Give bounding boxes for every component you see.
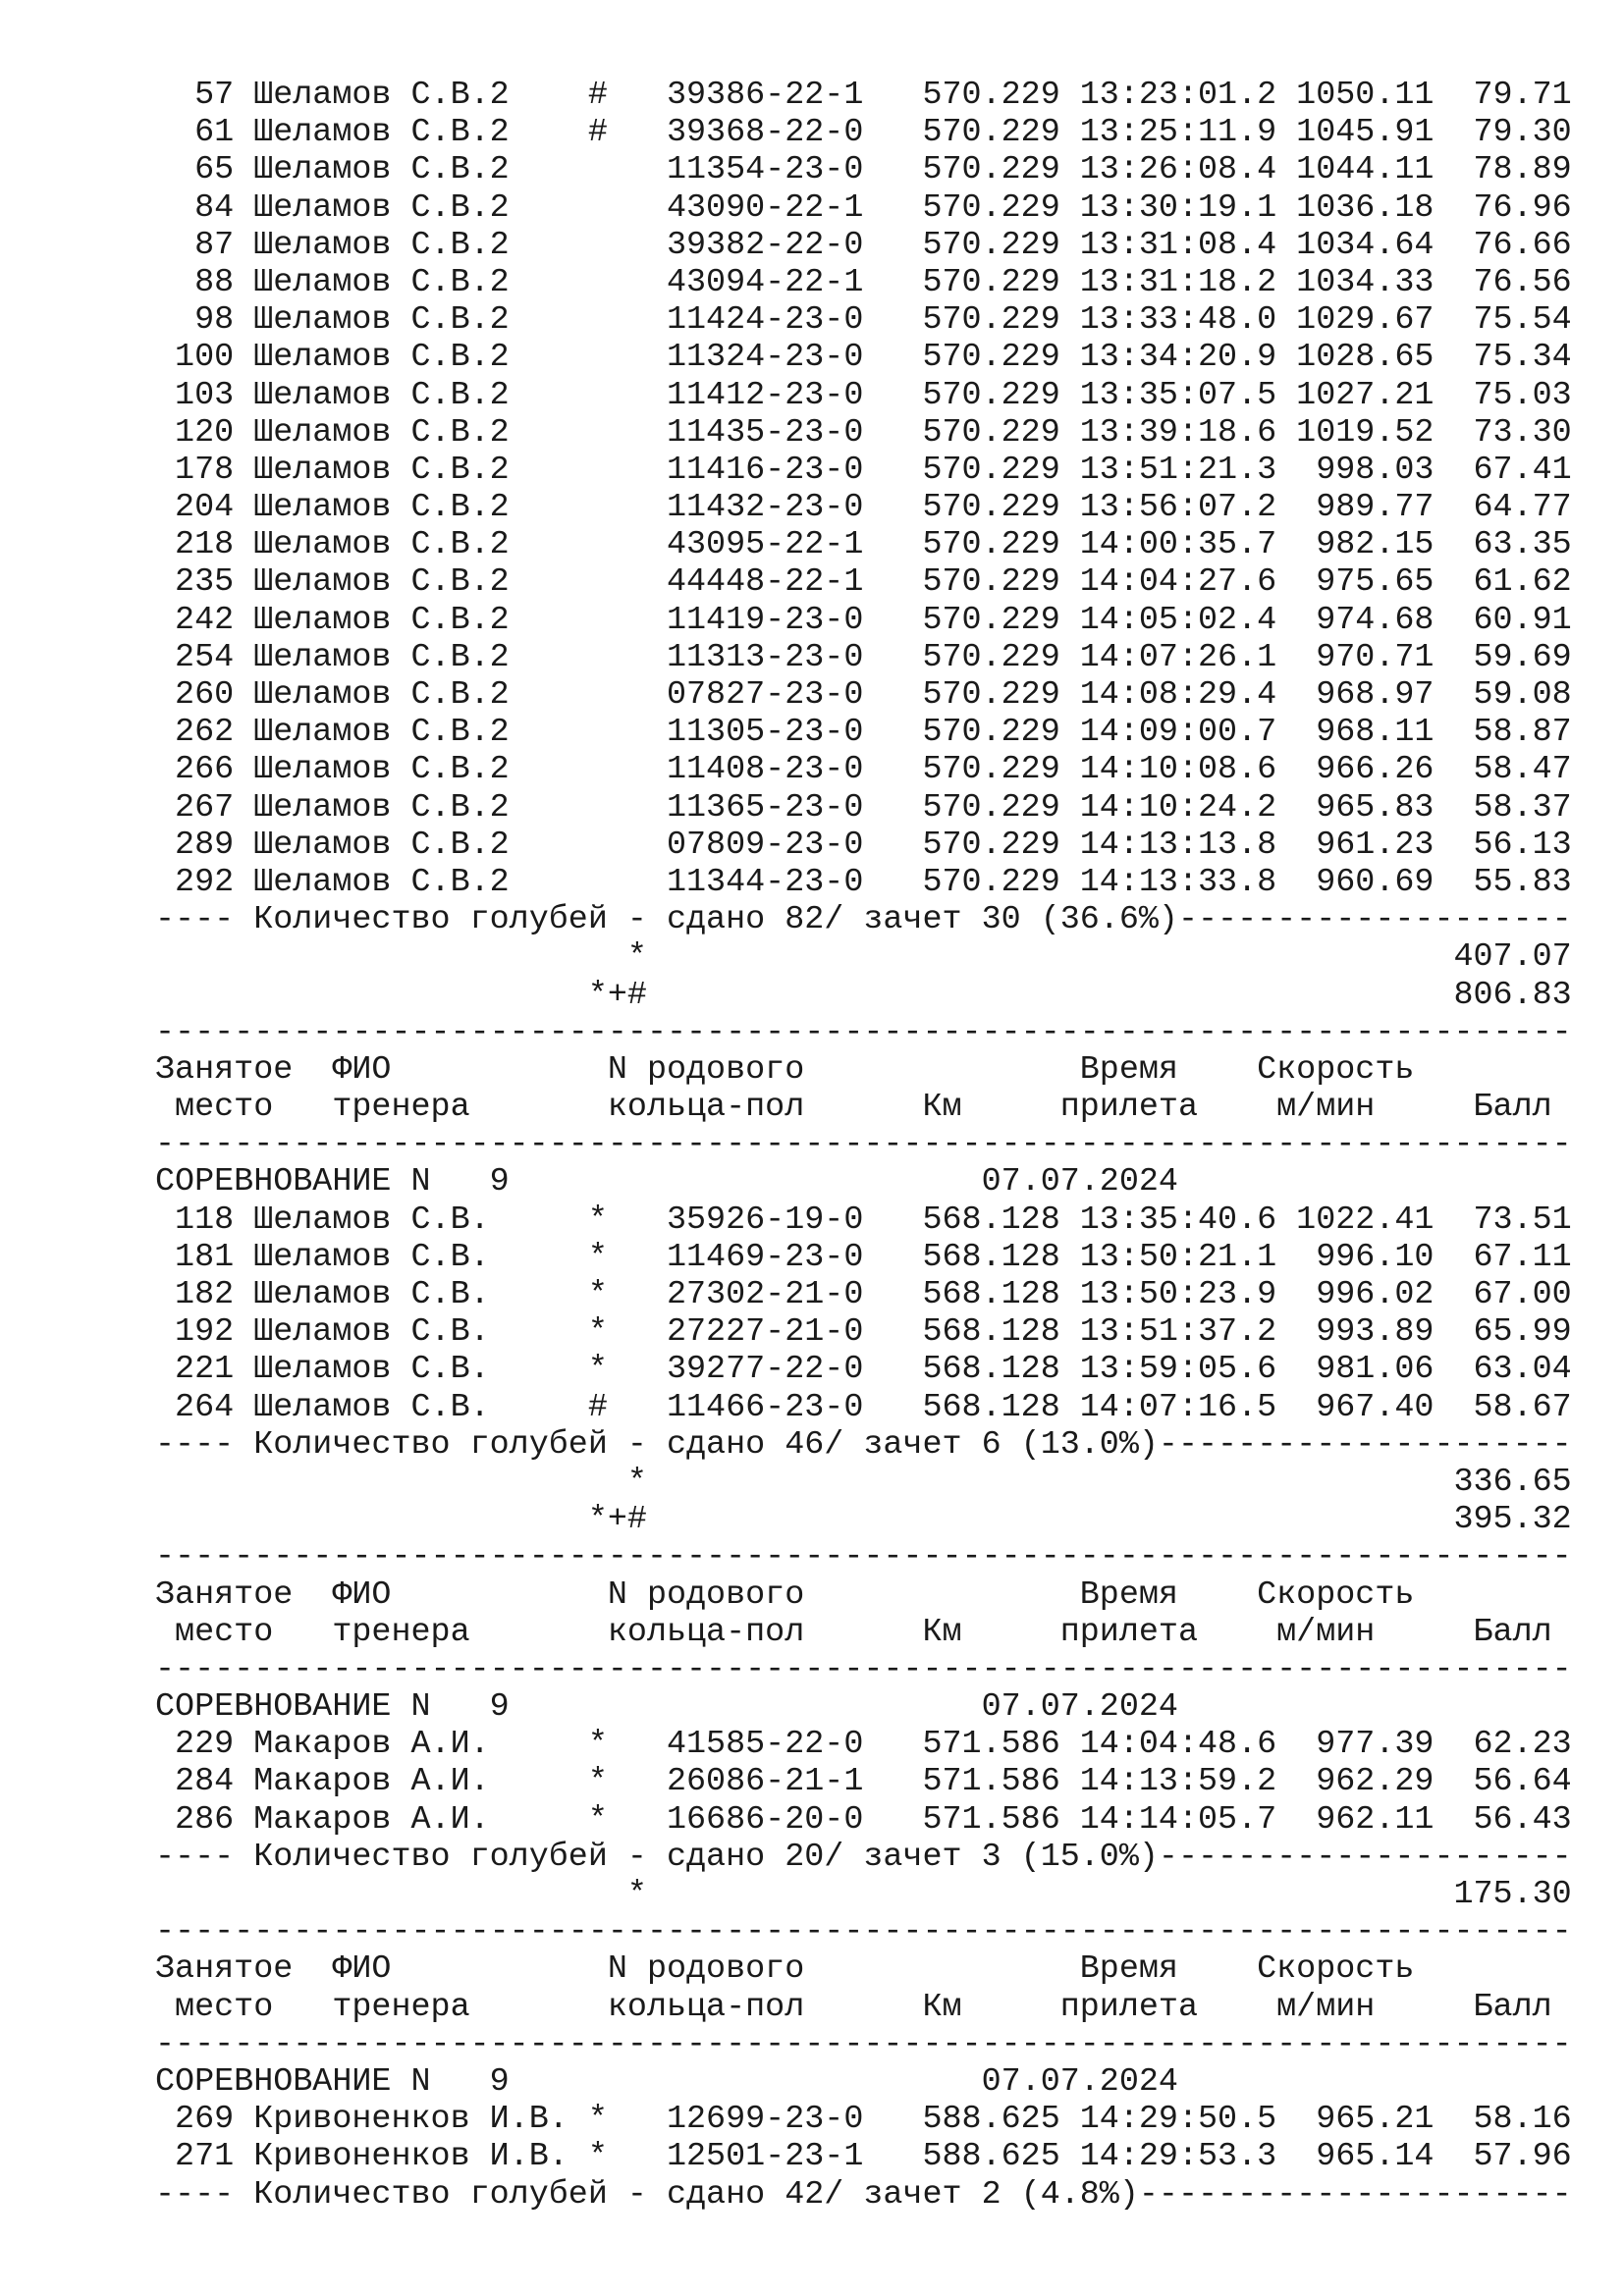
result-row: 120 Шеламов С.В.2 11435-23-0 570.229 13:39:18.6 1019.52 73.30: [155, 413, 1572, 452]
competition-header: СОРЕВНОВАНИЕ N 9 07.07.2024: [155, 2062, 1178, 2101]
result-row: 271 Кривоненков И.В. * 12501-23-1 588.625 14:29:53.3 965.14 57.96: [155, 2138, 1572, 2176]
result-row: 269 Кривоненков И.В. * 12699-23-0 588.625 14:29:50.5 965.21 58.16: [155, 2101, 1572, 2139]
result-row: 87 Шеламов С.В.2 39382-22-0 570.229 13:31:08.4 1034.64 76.66: [155, 226, 1572, 264]
result-row: 235 Шеламов С.В.2 44448-22-1 570.229 14:04:27.6 975.65 61.62: [155, 563, 1572, 602]
total-line: * 175.30: [155, 1876, 1572, 1913]
result-row: 181 Шеламов С.В. * 11469-23-0 568.128 13:50:21.1 996.10 67.11: [155, 1238, 1572, 1276]
total-line: *+# 806.83: [155, 976, 1572, 1014]
separator-line: ------------------------------------------------------------------------: [155, 1126, 1572, 1164]
result-row: 204 Шеламов С.В.2 11432-23-0 570.229 13:56:07.2 989.77 64.77: [155, 489, 1572, 527]
total-line: * 336.65: [155, 1463, 1572, 1501]
result-row: 284 Макаров А.И. * 26086-21-1 571.586 14:13:59.2 962.29 56.64: [155, 1763, 1572, 1801]
column-header: Занятое ФИО N родового Время Скорость: [155, 1575, 1415, 1614]
result-row: 254 Шеламов С.В.2 11313-23-0 570.229 14:07:26.1 970.71 59.69: [155, 638, 1572, 676]
total-line: * 407.07: [155, 938, 1572, 977]
separator-line: ------------------------------------------------------------------------: [155, 1650, 1572, 1688]
summary-line: ---- Количество голубей - сдано 46/ зачет 6 (13.0%)---------------------: [155, 1425, 1572, 1464]
column-header: место тренера кольца-пол Км прилета м/мин Балл: [155, 1089, 1552, 1127]
result-row: 84 Шеламов С.В.2 43090-22-1 570.229 13:30:19.1 1036.18 76.96: [155, 188, 1572, 227]
result-row: 100 Шеламов С.В.2 11324-23-0 570.229 13:34:20.9 1028.65 75.34: [155, 339, 1572, 377]
result-row: 218 Шеламов С.В.2 43095-22-1 570.229 14:00:35.7 982.15 63.35: [155, 526, 1572, 564]
column-header: место тренера кольца-пол Км прилета м/мин Балл: [155, 1613, 1552, 1651]
result-row: 182 Шеламов С.В. * 27302-21-0 568.128 13:50:23.9 996.02 67.00: [155, 1276, 1572, 1313]
result-row: 118 Шеламов С.В. * 35926-19-0 568.128 13:35:40.6 1022.41 73.51: [155, 1201, 1572, 1239]
result-row: 242 Шеламов С.В.2 11419-23-0 570.229 14:05:02.4 974.68 60.91: [155, 601, 1572, 639]
summary-line: ---- Количество голубей - сдано 20/ зачет 3 (15.0%)---------------------: [155, 1838, 1572, 1876]
column-header: место тренера кольца-пол Км прилета м/мин Балл: [155, 1988, 1552, 2026]
column-header: Занятое ФИО N родового Время Скорость: [155, 1950, 1415, 1989]
result-row: 266 Шеламов С.В.2 11408-23-0 570.229 14:10:08.6 966.26 58.47: [155, 751, 1572, 789]
summary-line: ---- Количество голубей - сдано 42/ зачет 2 (4.8%)----------------------: [155, 2175, 1572, 2214]
result-row: 292 Шеламов С.В.2 11344-23-0 570.229 14:13:33.8 960.69 55.83: [155, 863, 1572, 901]
separator-line: ------------------------------------------------------------------------: [155, 1013, 1572, 1051]
result-row: 61 Шеламов С.В.2 # 39368-22-0 570.229 13:25:11.9 1045.91 79.30: [155, 114, 1572, 152]
result-row: 264 Шеламов С.В. # 11466-23-0 568.128 14:07:16.5 967.40 58.67: [155, 1388, 1572, 1426]
result-row: 221 Шеламов С.В. * 39277-22-0 568.128 13:59:05.6 981.06 63.04: [155, 1351, 1572, 1389]
result-row: 289 Шеламов С.В.2 07809-23-0 570.229 14:13:13.8 961.23 56.13: [155, 826, 1572, 864]
result-row: 88 Шеламов С.В.2 43094-22-1 570.229 13:31:18.2 1034.33 76.56: [155, 263, 1572, 301]
results-document: [155, 77, 1589, 2214]
result-row: 57 Шеламов С.В.2 # 39386-22-1 570.229 13:23:01.2 1050.11 79.71: [155, 77, 1572, 114]
result-row: 286 Макаров А.И. * 16686-20-0 571.586 14:14:05.7 962.11 56.43: [155, 1800, 1572, 1839]
total-line: *+# 395.32: [155, 1501, 1572, 1539]
competition-header: СОРЕВНОВАНИЕ N 9 07.07.2024: [155, 1688, 1178, 1727]
summary-line: ---- Количество голубей - сдано 82/ зачет 30 (36.6%)--------------------: [155, 901, 1572, 939]
result-row: 229 Макаров А.И. * 41585-22-0 571.586 14:04:48.6 977.39 62.23: [155, 1726, 1572, 1764]
result-row: 192 Шеламов С.В. * 27227-21-0 568.128 13:51:37.2 993.89 65.99: [155, 1313, 1572, 1352]
separator-line: ------------------------------------------------------------------------: [155, 1538, 1572, 1576]
result-row: 178 Шеламов С.В.2 11416-23-0 570.229 13:51:21.3 998.03 67.41: [155, 451, 1572, 489]
competition-header: СОРЕВНОВАНИЕ N 9 07.07.2024: [155, 1163, 1178, 1201]
result-row: 65 Шеламов С.В.2 11354-23-0 570.229 13:26:08.4 1044.11 78.89: [155, 151, 1572, 189]
separator-line: ------------------------------------------------------------------------: [155, 2025, 1572, 2063]
result-row: 98 Шеламов С.В.2 11424-23-0 570.229 13:33:48.0 1029.67 75.54: [155, 301, 1572, 340]
column-header: Занятое ФИО N родового Время Скорость: [155, 1050, 1415, 1089]
separator-line: ------------------------------------------------------------------------: [155, 1913, 1572, 1951]
result-row: 260 Шеламов С.В.2 07827-23-0 570.229 14:08:29.4 968.97 59.08: [155, 676, 1572, 714]
result-row: 262 Шеламов С.В.2 11305-23-0 570.229 14:09:00.7 968.11 58.87: [155, 714, 1572, 752]
result-row: 267 Шеламов С.В.2 11365-23-0 570.229 14:10:24.2 965.83 58.37: [155, 788, 1572, 827]
result-row: 103 Шеламов С.В.2 11412-23-0 570.229 13:35:07.5 1027.21 75.03: [155, 376, 1572, 414]
